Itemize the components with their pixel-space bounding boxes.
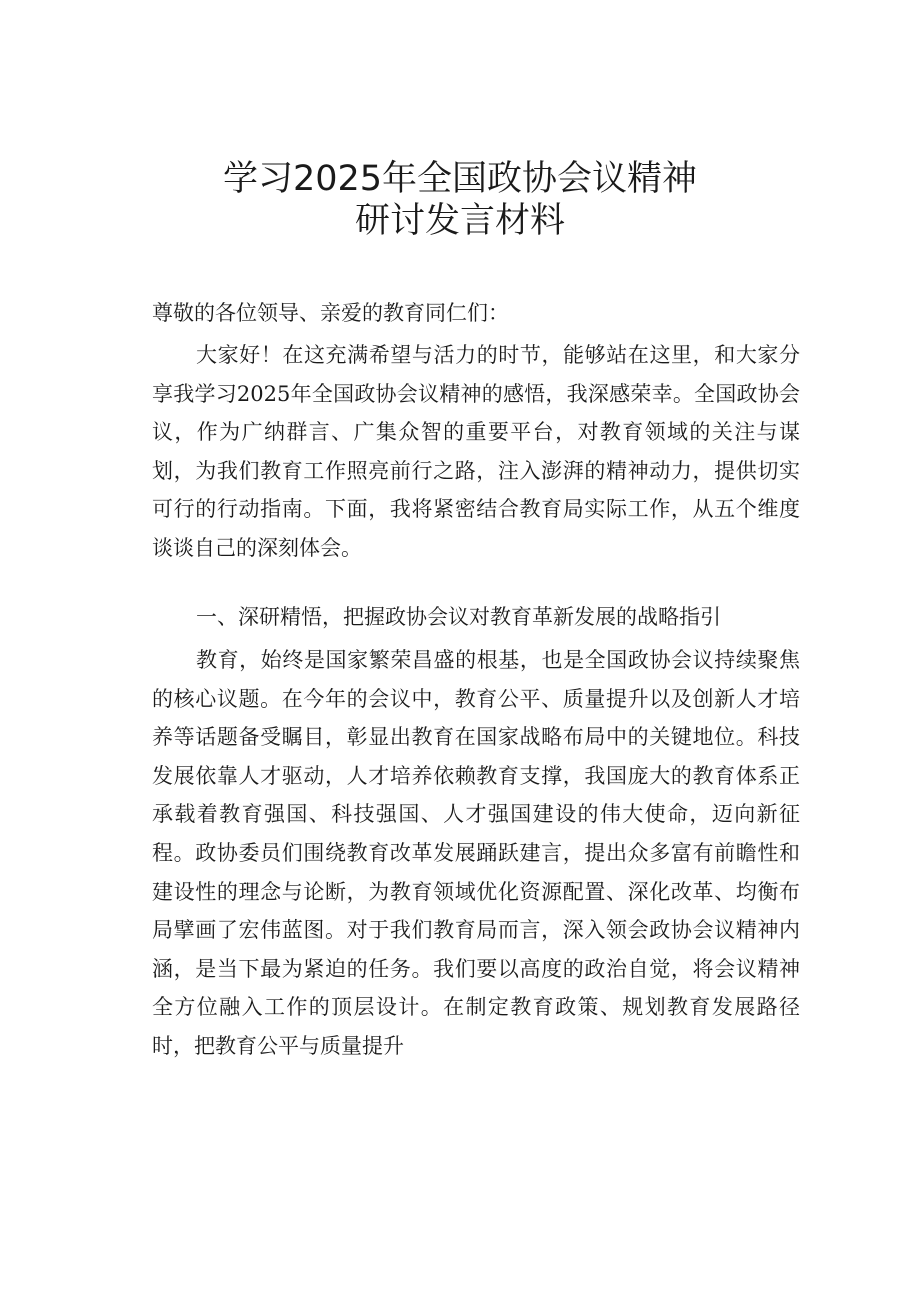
section-1-paragraph: 教育，始终是国家繁荣昌盛的根基，也是全国政协会议持续聚焦的核心议题。在今年的会议中，教育公平、质量提升以及创新人才培养等话题备受瞩目，彰显出教育在国家战略布局中的关键地位。科技发展依靠人才驱动，人才培养依赖教育支撑，我国庞大的教育体系正承载着教育强国、科技强国、人才强国建设的伟大使命，迈向新征程。政协委员们围绕教育改革发展踊跃建言，提出众多富有前瞻性和建设性的理念与论断，为教育领域优化资源配置、深化改革、均衡布局擘画了宏伟蓝图。对于我们教育局而言，深入领会政协会议精神内涵，是当下最为紧迫的任务。我们要以高度的政治自觉，将会议精神全方位融入工作的顶层设计。在制定教育政策、规划教育发展路径时，把教育公平与质量提升: [152, 648, 800, 1058]
section-1-heading: 一、深研精悟，把握政协会议对教育革新发展的战略指引: [196, 605, 721, 629]
salutation: 尊敬的各位领导、亲爱的教育同仁们：: [152, 301, 509, 325]
document-title-line-1: 学习2025年全国政协会议精神: [222, 159, 698, 199]
document-title-line-2: 研讨发言材料: [354, 201, 565, 241]
intro-paragraph: 大家好！在这充满希望与活力的时节，能够站在这里，和大家分享我学习2025年全国政协会议精神的感悟，我深感荣幸。全国政协会议，作为广纳群言、广集众智的重要平台，对教育领域的关注与谋划，为我们教育工作照亮前行之路，注入澎湃的精神动力，提供切实可行的行动指南。下面，我将紧密结合教育局实际工作，从五个维度谈谈自己的深刻体会。: [152, 343, 800, 560]
